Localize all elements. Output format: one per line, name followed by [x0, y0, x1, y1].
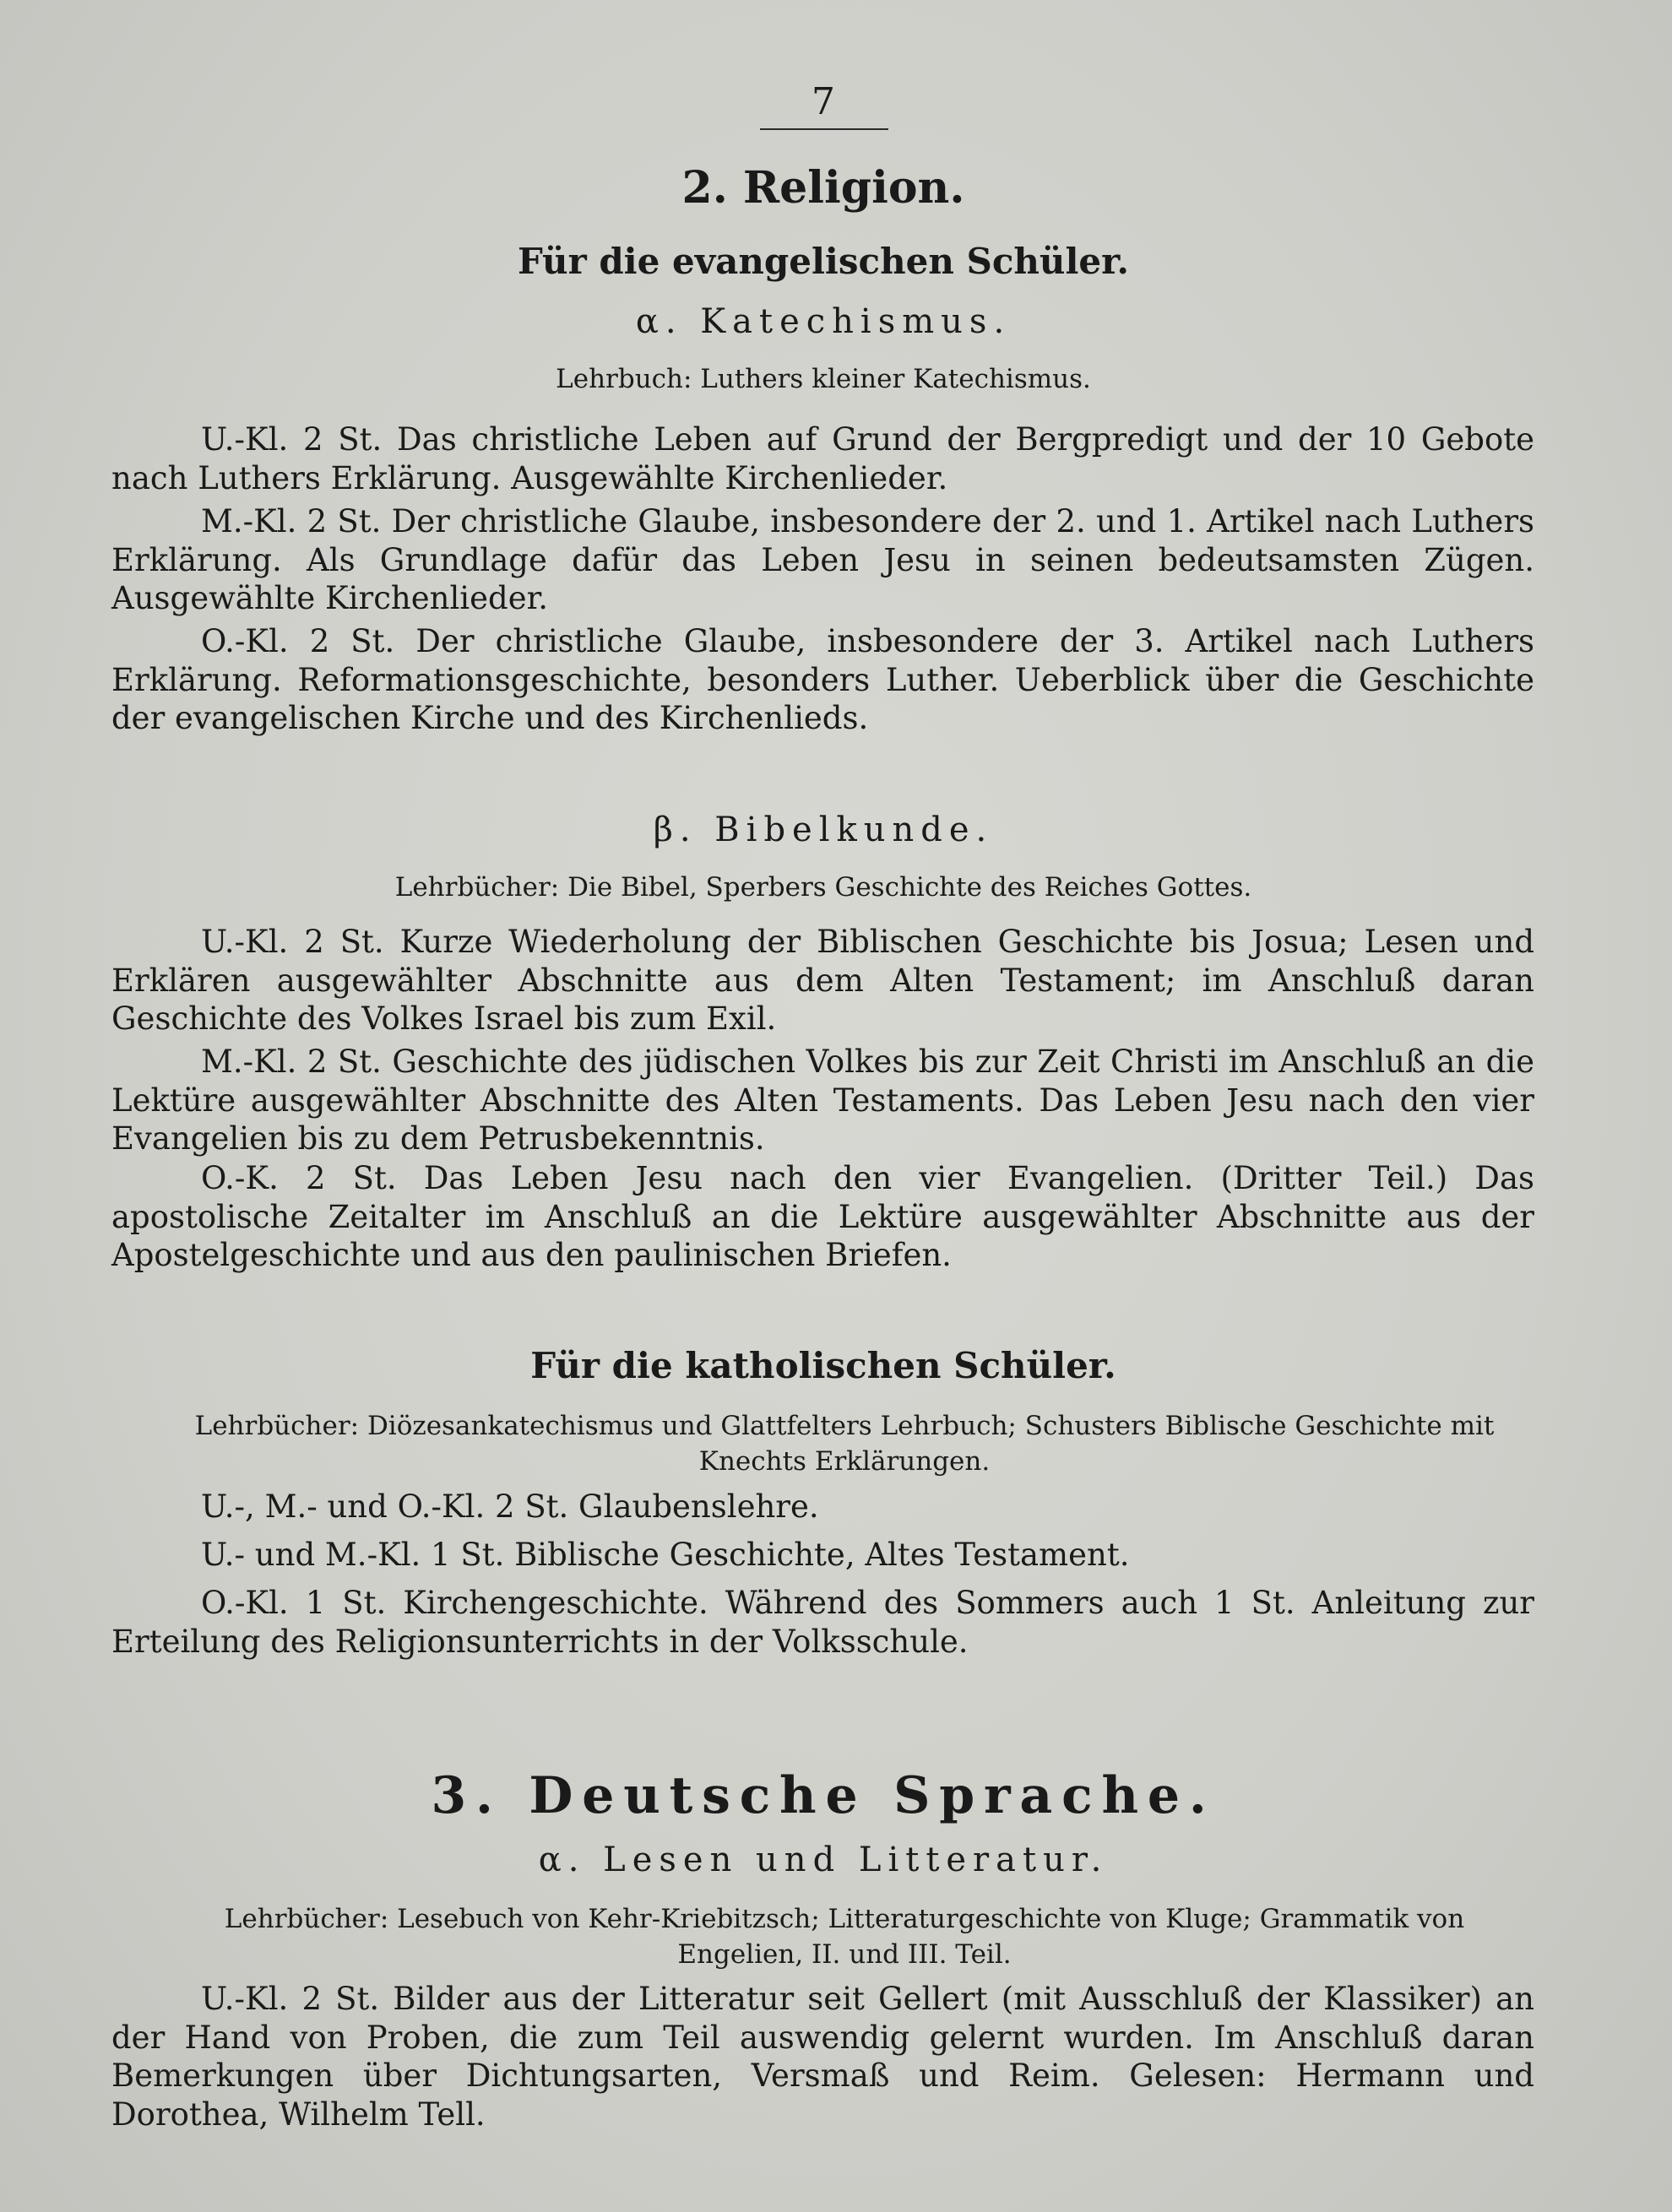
- textbook-note-katechismus: Lehrbuch: Luthers kleiner Katechismus.: [556, 364, 1091, 394]
- page-number: 7: [812, 80, 835, 123]
- paragraph-katechismus-o-kl: O.-Kl. 2 St. Der christliche Glaube, insbesondere der 3. Artikel nach Luthers Erklärung. Reformationsgeschichte, besonders Luther. Ueberblick über die Geschichte der evangelischen Kirche und des Kirchenlieds.: [111, 623, 1534, 736]
- subheading-lesen-und-litteratur: α. Lesen und Litteratur.: [538, 1841, 1109, 1879]
- paragraph-catholic-biblische-geschichte: U.- und M.-Kl. 1 St. Biblische Geschichte, Altes Testament.: [201, 1537, 1130, 1573]
- paragraph-katechismus-u-kl: U.-Kl. 2 St. Das christliche Leben auf Grund der Bergpredigt und der 10 Gebote nach Luthers Erklärung. Ausgewählte Kirchenlieder.: [111, 421, 1534, 496]
- paragraph-deutsch-u-kl: U.-Kl. 2 St. Bilder aus der Litteratur seit Gellert (mit Ausschluß der Klassiker) an der Hand von Proben, die zum Teil auswendig gelernt wurden. Im Anschluß daran Bemerkungen über Dichtungsarten, Versmaß und Reim. Gelesen: Hermann und Dorothea, Wilhelm Tell.: [111, 1981, 1534, 2133]
- textbook-note-catholic: Lehrbücher: Diözesankatechismus und Glattfelters Lehrbuch; Schusters Biblische Geschichte mit Knechts Erklärungen.: [194, 1411, 1495, 1477]
- paragraph-bibelkunde-u-kl: U.-Kl. 2 St. Kurze Wiederholung der Biblischen Geschichte bis Josua; Lesen und Erklären ausgewählter Abschnitte aus dem Alten Testament; im Anschluß daran Geschichte des Volkes Israel bis zum Exil.: [111, 924, 1534, 1037]
- subheading-bibelkunde: β. Bibelkunde.: [653, 811, 994, 849]
- paragraph-catholic-kirchengeschichte: O.-Kl. 1 St. Kirchengeschichte. Während des Sommers auch 1 St. Anleitung zur Erteilung des Religionsunterrichts in der Volksschule.: [111, 1585, 1534, 1660]
- subheading-katechismus: α. Katechismus.: [635, 302, 1012, 341]
- textbook-note-deutsch: Lehrbücher: Lesebuch von Kehr-Kriebitzsch; Litteraturgeschichte von Kluge; Grammatik von Engelien, II. und III. Teil.: [224, 1904, 1465, 1970]
- section-heading-deutsche-sprache: 3. Deutsche Sprache.: [431, 1766, 1216, 1825]
- subsection-heading-evangelical: Für die evangelischen Schüler.: [517, 241, 1130, 282]
- paragraph-bibelkunde-o-kl: O.-K. 2 St. Das Leben Jesu nach den vier Evangelien. (Dritter Teil.) Das apostolische Zeitalter im Anschluß an die Lektüre ausgewählter Abschnitte aus der Apostelgeschichte und aus den paulinischen Briefen.: [111, 1160, 1534, 1273]
- paragraph-bibelkunde-m-kl: M.-Kl. 2 St. Geschichte des jüdischen Volkes bis zur Zeit Christi im Anschluß an die Lektüre ausgewählter Abschnitte des Alten Testaments. Das Leben Jesu nach den vier Evangelien bis zu dem Petrusbekenntnis.: [111, 1044, 1534, 1157]
- textbook-note-bibelkunde: Lehrbücher: Die Bibel, Sperbers Geschichte des Reiches Gottes.: [394, 872, 1252, 903]
- paragraph-katechismus-m-kl: M.-Kl. 2 St. Der christliche Glaube, insbesondere der 2. und 1. Artikel nach Luthers Erklärung. Als Grundlage dafür das Leben Jesu in seinen bedeutsamsten Zügen. Ausgewählte Kirchenlieder.: [111, 503, 1534, 616]
- page-number-rule: [760, 128, 888, 130]
- section-heading-religion: 2. Religion.: [681, 162, 965, 214]
- subsection-heading-catholic: Für die katholischen Schüler.: [530, 1345, 1116, 1386]
- paragraph-catholic-glaubenslehre: U.-, M.- und O.-Kl. 2 St. Glaubenslehre.: [201, 1488, 819, 1525]
